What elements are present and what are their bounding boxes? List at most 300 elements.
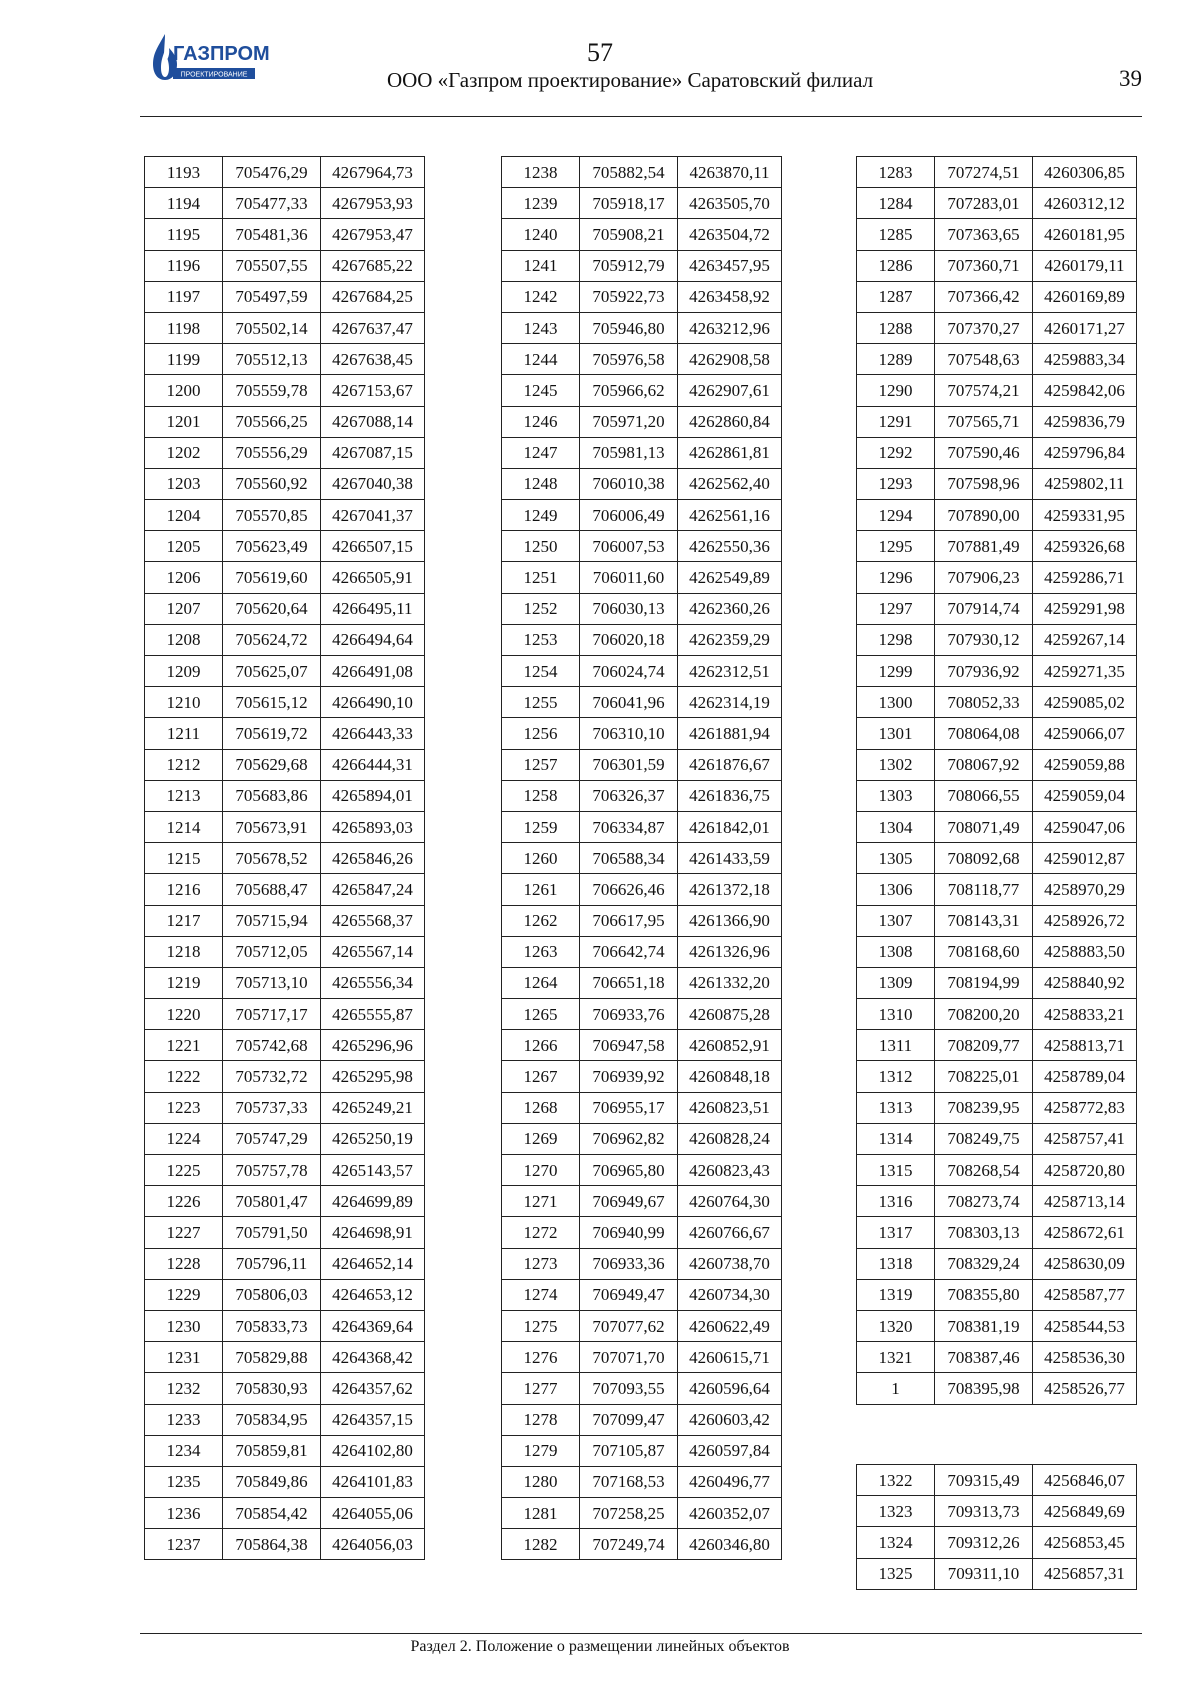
header-divider: [140, 116, 1142, 117]
x-coordinate-cell: 705624,72: [223, 624, 321, 655]
point-number-cell: 1203: [145, 468, 223, 499]
table-row: [857, 999, 1137, 1030]
table-row: [145, 437, 425, 468]
point-number-cell: 1276: [502, 1342, 580, 1373]
y-coordinate-cell: 4262312,51: [678, 656, 782, 687]
y-coordinate-cell: 4262561,16: [678, 500, 782, 531]
point-number-cell: 1218: [145, 936, 223, 967]
y-coordinate-cell: 4260828,24: [678, 1123, 782, 1154]
point-number-cell: 1294: [857, 500, 935, 531]
x-coordinate-cell: 706011,60: [580, 562, 678, 593]
point-number-cell: 1266: [502, 1030, 580, 1061]
point-number-cell: 1217: [145, 905, 223, 936]
y-coordinate-cell: 4260346,80: [678, 1529, 782, 1560]
point-number-cell: 1254: [502, 656, 580, 687]
y-coordinate-cell: 4262359,29: [678, 624, 782, 655]
x-coordinate-cell: 705834,95: [223, 1404, 321, 1435]
y-coordinate-cell: 4265555,87: [321, 999, 425, 1030]
table-row: [145, 250, 425, 281]
table-row: [857, 936, 1137, 967]
table-row: [857, 1279, 1137, 1310]
point-number-cell: 1204: [145, 500, 223, 531]
y-coordinate-cell: 4263504,72: [678, 219, 782, 250]
table-row: [857, 250, 1137, 281]
y-coordinate-cell: 4260171,27: [1033, 312, 1137, 343]
table-row: [857, 843, 1137, 874]
x-coordinate-cell: 706940,99: [580, 1217, 678, 1248]
point-number-cell: 1249: [502, 500, 580, 531]
table-row: [857, 1342, 1137, 1373]
point-number-cell: 1244: [502, 344, 580, 375]
table-row: [502, 1310, 782, 1341]
x-coordinate-cell: 705912,79: [580, 250, 678, 281]
x-coordinate-cell: 705477,33: [223, 188, 321, 219]
y-coordinate-cell: 4262360,26: [678, 593, 782, 624]
point-number-cell: 1284: [857, 188, 935, 219]
table-row: [857, 905, 1137, 936]
y-coordinate-cell: 4265143,57: [321, 1155, 425, 1186]
point-number-cell: 1199: [145, 344, 223, 375]
table-row: [857, 874, 1137, 905]
x-coordinate-cell: 705556,29: [223, 437, 321, 468]
x-coordinate-cell: 705806,03: [223, 1279, 321, 1310]
x-coordinate-cell: 706949,47: [580, 1279, 678, 1310]
point-number-cell: 1302: [857, 749, 935, 780]
table-row: [502, 656, 782, 687]
point-number-cell: 1230: [145, 1310, 223, 1341]
point-number-cell: 1221: [145, 1030, 223, 1061]
point-number-cell: 1309: [857, 967, 935, 998]
point-number-cell: 1243: [502, 312, 580, 343]
table-row: [857, 406, 1137, 437]
table-row: [502, 687, 782, 718]
point-number-cell: 1241: [502, 250, 580, 281]
point-number-cell: 1264: [502, 967, 580, 998]
point-number-cell: 1321: [857, 1342, 935, 1373]
y-coordinate-cell: 4261433,59: [678, 843, 782, 874]
point-number-cell: 1296: [857, 562, 935, 593]
x-coordinate-cell: 706326,37: [580, 780, 678, 811]
y-coordinate-cell: 4267088,14: [321, 406, 425, 437]
x-coordinate-cell: 708273,74: [935, 1186, 1033, 1217]
y-coordinate-cell: 4260738,70: [678, 1248, 782, 1279]
x-coordinate-cell: 705560,92: [223, 468, 321, 499]
table-row: [502, 188, 782, 219]
y-coordinate-cell: 4259836,79: [1033, 406, 1137, 437]
y-coordinate-cell: 4259842,06: [1033, 375, 1137, 406]
table-row: [502, 219, 782, 250]
table-row: [145, 874, 425, 905]
point-number-cell: 1285: [857, 219, 935, 250]
x-coordinate-cell: 707890,00: [935, 500, 1033, 531]
table-row: [145, 1435, 425, 1466]
y-coordinate-cell: 4258587,77: [1033, 1279, 1137, 1310]
table-row: [145, 1373, 425, 1404]
y-coordinate-cell: 4259326,68: [1033, 531, 1137, 562]
y-coordinate-cell: 4258833,21: [1033, 999, 1137, 1030]
x-coordinate-cell: 708225,01: [935, 1061, 1033, 1092]
point-number-cell: 1208: [145, 624, 223, 655]
table-row: [857, 312, 1137, 343]
point-number-cell: 1196: [145, 250, 223, 281]
y-coordinate-cell: 4261372,18: [678, 874, 782, 905]
y-coordinate-cell: 4258926,72: [1033, 905, 1137, 936]
y-coordinate-cell: 4262549,89: [678, 562, 782, 593]
point-number-cell: 1267: [502, 1061, 580, 1092]
table-row: [502, 1030, 782, 1061]
point-number-cell: 1239: [502, 188, 580, 219]
point-number-cell: 1257: [502, 749, 580, 780]
point-number-cell: 1234: [145, 1435, 223, 1466]
point-number-cell: 1268: [502, 1092, 580, 1123]
point-number-cell: 1240: [502, 219, 580, 250]
point-number-cell: 1210: [145, 687, 223, 718]
y-coordinate-cell: 4264698,91: [321, 1217, 425, 1248]
point-number-cell: 1282: [502, 1529, 580, 1560]
y-coordinate-cell: 4265567,14: [321, 936, 425, 967]
x-coordinate-cell: 708118,77: [935, 874, 1033, 905]
table-row: [502, 312, 782, 343]
y-coordinate-cell: 4263457,95: [678, 250, 782, 281]
table-row: [502, 1217, 782, 1248]
table-row: [857, 780, 1137, 811]
table-row: [145, 656, 425, 687]
y-coordinate-cell: 4260179,11: [1033, 250, 1137, 281]
x-coordinate-cell: 705688,47: [223, 874, 321, 905]
x-coordinate-cell: 707548,63: [935, 344, 1033, 375]
table-row: [857, 1527, 1137, 1558]
table-row: [502, 1155, 782, 1186]
y-coordinate-cell: 4259267,14: [1033, 624, 1137, 655]
y-coordinate-cell: 4261326,96: [678, 936, 782, 967]
x-coordinate-cell: 705908,21: [580, 219, 678, 250]
point-number-cell: 1213: [145, 780, 223, 811]
table-row: [145, 312, 425, 343]
y-coordinate-cell: 4267684,25: [321, 281, 425, 312]
y-coordinate-cell: 4264653,12: [321, 1279, 425, 1310]
table-row: [145, 1186, 425, 1217]
x-coordinate-cell: 706947,58: [580, 1030, 678, 1061]
point-number-cell: 1303: [857, 780, 935, 811]
y-coordinate-cell: 4260852,91: [678, 1030, 782, 1061]
table-row: [857, 468, 1137, 499]
point-number-cell: 1195: [145, 219, 223, 250]
y-coordinate-cell: 4266495,11: [321, 593, 425, 624]
y-coordinate-cell: 4259883,34: [1033, 344, 1137, 375]
table-row: [145, 1529, 425, 1560]
y-coordinate-cell: 4259085,02: [1033, 687, 1137, 718]
x-coordinate-cell: 705829,88: [223, 1342, 321, 1373]
y-coordinate-cell: 4264357,62: [321, 1373, 425, 1404]
y-coordinate-cell: 4258720,80: [1033, 1155, 1137, 1186]
table-row: [857, 749, 1137, 780]
table-row: [857, 500, 1137, 531]
x-coordinate-cell: 705918,17: [580, 188, 678, 219]
point-number-cell: 1292: [857, 437, 935, 468]
point-number-cell: 1238: [502, 157, 580, 188]
x-coordinate-cell: 705854,42: [223, 1498, 321, 1529]
point-number-cell: 1315: [857, 1155, 935, 1186]
x-coordinate-cell: 705566,25: [223, 406, 321, 437]
point-number-cell: 1225: [145, 1155, 223, 1186]
x-coordinate-cell: 706939,92: [580, 1061, 678, 1092]
table-row: [857, 1030, 1137, 1061]
table-row: [145, 967, 425, 998]
table-row: [145, 1248, 425, 1279]
y-coordinate-cell: 4266507,15: [321, 531, 425, 562]
y-coordinate-cell: 4259291,98: [1033, 593, 1137, 624]
y-coordinate-cell: 4262907,61: [678, 375, 782, 406]
x-coordinate-cell: 708064,08: [935, 718, 1033, 749]
table-row: [145, 1279, 425, 1310]
table-row: [857, 375, 1137, 406]
table-row: [857, 1217, 1137, 1248]
point-number-cell: 1270: [502, 1155, 580, 1186]
sheet-number: 39: [1119, 66, 1142, 91]
x-coordinate-cell: 706301,59: [580, 749, 678, 780]
x-coordinate-cell: 708071,49: [935, 811, 1033, 842]
x-coordinate-cell: 705625,07: [223, 656, 321, 687]
table-row: [857, 157, 1137, 188]
y-coordinate-cell: 4259012,87: [1033, 843, 1137, 874]
table-row: [145, 843, 425, 874]
table-row: [145, 718, 425, 749]
table-row: [502, 874, 782, 905]
y-coordinate-cell: 4258672,61: [1033, 1217, 1137, 1248]
x-coordinate-cell: 706651,18: [580, 967, 678, 998]
x-coordinate-cell: 706020,18: [580, 624, 678, 655]
table-row: [857, 1123, 1137, 1154]
table-row: [502, 281, 782, 312]
table-row: [145, 936, 425, 967]
x-coordinate-cell: 708268,54: [935, 1155, 1033, 1186]
x-coordinate-cell: 707249,74: [580, 1529, 678, 1560]
y-coordinate-cell: 4267041,37: [321, 500, 425, 531]
point-number-cell: 1272: [502, 1217, 580, 1248]
table-row: [502, 718, 782, 749]
point-number-cell: 1256: [502, 718, 580, 749]
y-coordinate-cell: 4260597,84: [678, 1435, 782, 1466]
y-coordinate-cell: 4260181,95: [1033, 219, 1137, 250]
point-number-cell: 1323: [857, 1496, 935, 1527]
table-row: [145, 1404, 425, 1435]
table-row: [502, 843, 782, 874]
point-number-cell: 1235: [145, 1466, 223, 1497]
y-coordinate-cell: 4265846,26: [321, 843, 425, 874]
x-coordinate-cell: 705713,10: [223, 967, 321, 998]
y-coordinate-cell: 4260823,51: [678, 1092, 782, 1123]
table-row: [857, 344, 1137, 375]
point-number-cell: 1297: [857, 593, 935, 624]
point-number-cell: 1236: [145, 1498, 223, 1529]
y-coordinate-cell: 4256849,69: [1033, 1496, 1137, 1527]
point-number-cell: 1265: [502, 999, 580, 1030]
y-coordinate-cell: 4264699,89: [321, 1186, 425, 1217]
x-coordinate-cell: 706310,10: [580, 718, 678, 749]
x-coordinate-cell: 705859,81: [223, 1435, 321, 1466]
point-number-cell: 1320: [857, 1310, 935, 1341]
point-number-cell: 1232: [145, 1373, 223, 1404]
y-coordinate-cell: 4264056,03: [321, 1529, 425, 1560]
coordinates-table-3: [856, 156, 1137, 1405]
point-number-cell: 1290: [857, 375, 935, 406]
point-number-cell: 1253: [502, 624, 580, 655]
coordinates-table-4: [856, 1464, 1137, 1590]
x-coordinate-cell: 707370,27: [935, 312, 1033, 343]
x-coordinate-cell: 706617,95: [580, 905, 678, 936]
y-coordinate-cell: 4263458,92: [678, 281, 782, 312]
table-row: [502, 999, 782, 1030]
point-number-cell: 1318: [857, 1248, 935, 1279]
y-coordinate-cell: 4259796,84: [1033, 437, 1137, 468]
table-row: [145, 749, 425, 780]
x-coordinate-cell: 705849,86: [223, 1466, 321, 1497]
x-coordinate-cell: 707363,65: [935, 219, 1033, 250]
y-coordinate-cell: 4262908,58: [678, 344, 782, 375]
y-coordinate-cell: 4266505,91: [321, 562, 425, 593]
y-coordinate-cell: 4258526,77: [1033, 1373, 1137, 1404]
x-coordinate-cell: 705981,13: [580, 437, 678, 468]
y-coordinate-cell: 4265847,24: [321, 874, 425, 905]
y-coordinate-cell: 4262550,36: [678, 531, 782, 562]
coordinates-table-1: [144, 156, 425, 1560]
table-row: [502, 1123, 782, 1154]
point-number-cell: 1231: [145, 1342, 223, 1373]
table-row: [857, 219, 1137, 250]
table-row: [502, 967, 782, 998]
x-coordinate-cell: 705833,73: [223, 1310, 321, 1341]
y-coordinate-cell: 4260766,67: [678, 1217, 782, 1248]
point-number-cell: 1314: [857, 1123, 935, 1154]
y-coordinate-cell: 4258813,71: [1033, 1030, 1137, 1061]
point-number-cell: 1252: [502, 593, 580, 624]
table-row: [502, 1248, 782, 1279]
footer-divider: [140, 1633, 1142, 1634]
x-coordinate-cell: 705732,72: [223, 1061, 321, 1092]
point-number-cell: 1198: [145, 312, 223, 343]
y-coordinate-cell: 4258757,41: [1033, 1123, 1137, 1154]
table-row: [502, 250, 782, 281]
point-number-cell: 1245: [502, 375, 580, 406]
x-coordinate-cell: 707930,12: [935, 624, 1033, 655]
point-number-cell: 1224: [145, 1123, 223, 1154]
point-number-cell: 1307: [857, 905, 935, 936]
table-row: [502, 1435, 782, 1466]
y-coordinate-cell: 4265556,34: [321, 967, 425, 998]
x-coordinate-cell: 708200,20: [935, 999, 1033, 1030]
x-coordinate-cell: 705801,47: [223, 1186, 321, 1217]
y-coordinate-cell: 4260764,30: [678, 1186, 782, 1217]
point-number-cell: 1271: [502, 1186, 580, 1217]
table-row: [145, 1123, 425, 1154]
y-coordinate-cell: 4261881,94: [678, 718, 782, 749]
x-coordinate-cell: 705507,55: [223, 250, 321, 281]
table-row: [502, 406, 782, 437]
x-coordinate-cell: 708387,46: [935, 1342, 1033, 1373]
x-coordinate-cell: 705922,73: [580, 281, 678, 312]
y-coordinate-cell: 4260603,42: [678, 1404, 782, 1435]
point-number-cell: 1197: [145, 281, 223, 312]
y-coordinate-cell: 4260615,71: [678, 1342, 782, 1373]
table-row: [857, 1155, 1137, 1186]
y-coordinate-cell: 4259286,71: [1033, 562, 1137, 593]
table-row: [502, 531, 782, 562]
table-row: [502, 344, 782, 375]
y-coordinate-cell: 4265893,03: [321, 811, 425, 842]
y-coordinate-cell: 4263212,96: [678, 312, 782, 343]
table-row: [145, 1092, 425, 1123]
point-number-cell: 1194: [145, 188, 223, 219]
y-coordinate-cell: 4267153,67: [321, 375, 425, 406]
y-coordinate-cell: 4260875,28: [678, 999, 782, 1030]
section-footer: Раздел 2. Положение о размещении линейных объектов: [410, 1638, 790, 1655]
table-row: [145, 1310, 425, 1341]
point-number-cell: 1313: [857, 1092, 935, 1123]
y-coordinate-cell: 4267638,45: [321, 344, 425, 375]
x-coordinate-cell: 706642,74: [580, 936, 678, 967]
point-number-cell: 1308: [857, 936, 935, 967]
x-coordinate-cell: 709315,49: [935, 1465, 1033, 1496]
point-number-cell: 1316: [857, 1186, 935, 1217]
x-coordinate-cell: 706962,82: [580, 1123, 678, 1154]
table-row: [857, 562, 1137, 593]
x-coordinate-cell: 705715,94: [223, 905, 321, 936]
point-number-cell: 1283: [857, 157, 935, 188]
point-number-cell: 1319: [857, 1279, 935, 1310]
x-coordinate-cell: 707936,92: [935, 656, 1033, 687]
y-coordinate-cell: 4267953,47: [321, 219, 425, 250]
table-row: [857, 1248, 1137, 1279]
x-coordinate-cell: 705512,13: [223, 344, 321, 375]
y-coordinate-cell: 4265568,37: [321, 905, 425, 936]
y-coordinate-cell: 4259059,04: [1033, 780, 1137, 811]
point-number-cell: 1269: [502, 1123, 580, 1154]
x-coordinate-cell: 708168,60: [935, 936, 1033, 967]
table-row: [145, 624, 425, 655]
table-row: [145, 1342, 425, 1373]
point-number-cell: 1259: [502, 811, 580, 842]
point-number-cell: 1260: [502, 843, 580, 874]
point-number-cell: 1211: [145, 718, 223, 749]
x-coordinate-cell: 707906,23: [935, 562, 1033, 593]
point-number-cell: 1216: [145, 874, 223, 905]
table-row: [502, 468, 782, 499]
table-row: [857, 281, 1137, 312]
x-coordinate-cell: 708143,31: [935, 905, 1033, 936]
table-row: [857, 1465, 1137, 1496]
y-coordinate-cell: 4258883,50: [1033, 936, 1137, 967]
table-row: [857, 811, 1137, 842]
y-coordinate-cell: 4267685,22: [321, 250, 425, 281]
table-row: [502, 905, 782, 936]
table-row: [857, 188, 1137, 219]
point-number-cell: 1322: [857, 1465, 935, 1496]
coordinates-table-2: [501, 156, 782, 1560]
table-row: [145, 687, 425, 718]
y-coordinate-cell: 4260169,89: [1033, 281, 1137, 312]
table-row: [502, 593, 782, 624]
table-row: [145, 593, 425, 624]
point-number-cell: 1287: [857, 281, 935, 312]
y-coordinate-cell: 4262861,81: [678, 437, 782, 468]
y-coordinate-cell: 4259331,95: [1033, 500, 1137, 531]
table-row: [502, 811, 782, 842]
y-coordinate-cell: 4258536,30: [1033, 1342, 1137, 1373]
table-row: [502, 1186, 782, 1217]
point-number-cell: 1281: [502, 1498, 580, 1529]
y-coordinate-cell: 4258544,53: [1033, 1310, 1137, 1341]
point-number-cell: 1278: [502, 1404, 580, 1435]
